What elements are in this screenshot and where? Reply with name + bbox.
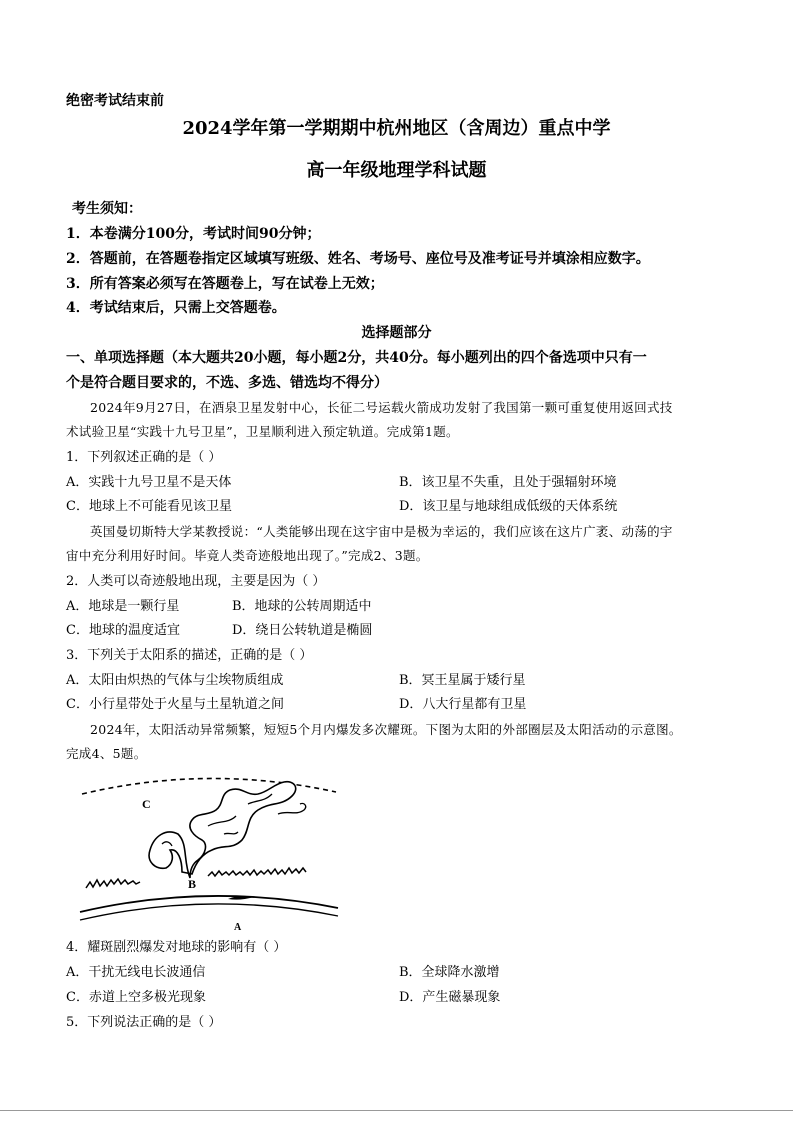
question-3-stem: 3．下列关于太阳系的描述，正确的是（ ） — [66, 648, 313, 663]
passage-3: 2024年，太阳活动异常频繁，短短5个月内爆发多次耀斑。下图为太阳的外部圈层及太阳活动的示意图。 — [90, 722, 682, 737]
q1-option-a: A．实践十九号卫星不是天体 — [66, 475, 232, 490]
question-2-stem: 2．人类可以奇迹般地出现，主要是因为（ ） — [66, 574, 326, 589]
q4-option-d: D．产生磁暴现象 — [399, 990, 501, 1005]
q1-option-c: C．地球上不可能看见该卫星 — [66, 499, 232, 514]
photosphere-inner — [80, 904, 338, 920]
exam-subtitle: 高一年级地理学科试题 — [306, 160, 487, 181]
q1-option-d: D．该卫星与地球组成低级的天体系统 — [399, 499, 618, 514]
label-c: C — [142, 797, 151, 811]
page-divider — [0, 1110, 793, 1111]
passage-2: 英国曼切斯特大学某教授说：“人类能够出现在这宇宙中是极为幸运的，我们应该在这片广袤、动荡的宇 — [90, 524, 673, 539]
q2-option-b: B．地球的公转周期适中 — [232, 599, 372, 614]
question-4-stem: 4．耀斑剧烈爆发对地球的影响有（ ） — [66, 940, 287, 955]
notice-item: 3．所有答案必须写在答题卷上，写在试卷上无效； — [66, 276, 384, 292]
q3-option-a: A．太阳由炽热的气体与尘埃物质组成 — [66, 673, 284, 688]
question-1-stem: 1．下列叙述正确的是（ ） — [66, 450, 222, 465]
q1-option-b: B．该卫星不失重，且处于强辐射环境 — [399, 475, 617, 490]
notice-item: 1．本卷满分100分，考试时间90分钟； — [66, 226, 321, 242]
q4-option-c: C．赤道上空多极光现象 — [66, 990, 206, 1005]
passage-2-cont: 宙中充分利用好时间。毕竟人类奇迹般地出现了。”完成2、3题。 — [66, 548, 429, 563]
notice-heading: 考生须知： — [72, 201, 142, 217]
passage-1-cont: 术试验卫星“实践十九号卫星”，卫星顺利进入预定轨道。完成第1题。 — [66, 424, 459, 439]
passage-1: 2024年9月27日，在酒泉卫星发射中心，长征二号运载火箭成功发射了我国第一颗可重复使用返回式技 — [90, 400, 673, 415]
solar-activity-figure — [78, 770, 340, 932]
passage-3-cont: 完成4、5题。 — [66, 746, 147, 761]
q2-option-a: A．地球是一颗行星 — [66, 599, 180, 614]
q4-option-a: A．干扰无线电长波通信 — [66, 965, 206, 980]
part1-instructions-cont: 个是符合题目要求的，不选、多选、错选均不得分） — [66, 375, 388, 391]
exam-title: 2024学年第一学期期中杭州地区（含周边）重点中学 — [182, 118, 611, 139]
label-b: B — [188, 877, 197, 891]
q4-option-b: B．全球降水激增 — [399, 965, 500, 980]
part1-instructions: 一、单项选择题（本大题共20小题，每小题2分，共40分。每小题列出的四个备选项中只有一 — [66, 350, 647, 366]
label-a: A — [234, 922, 242, 932]
confidential-label: 绝密考试结束前 — [66, 93, 164, 109]
q2-option-c: C．地球的温度适宜 — [66, 623, 180, 638]
q3-option-c: C．小行星带处于火星与土星轨道之间 — [66, 697, 284, 712]
q3-option-b: B．冥王星属于矮行星 — [399, 673, 526, 688]
notice-item: 2．答题前，在答题卷指定区域填写班级、姓名、考场号、座位号及准考证号并填涂相应数字。 — [66, 251, 650, 267]
q3-option-d: D．八大行星都有卫星 — [399, 697, 527, 712]
solar-prominence — [149, 782, 296, 878]
notice-item: 4．考试结束后，只需上交答题卷。 — [66, 300, 286, 316]
corona-boundary — [82, 778, 336, 794]
q2-option-d: D．绕日公转轨道是椭圆 — [232, 623, 373, 638]
section-title: 选择题部分 — [361, 325, 432, 341]
question-5-stem: 5．下列说法正确的是（ ） — [66, 1015, 222, 1030]
